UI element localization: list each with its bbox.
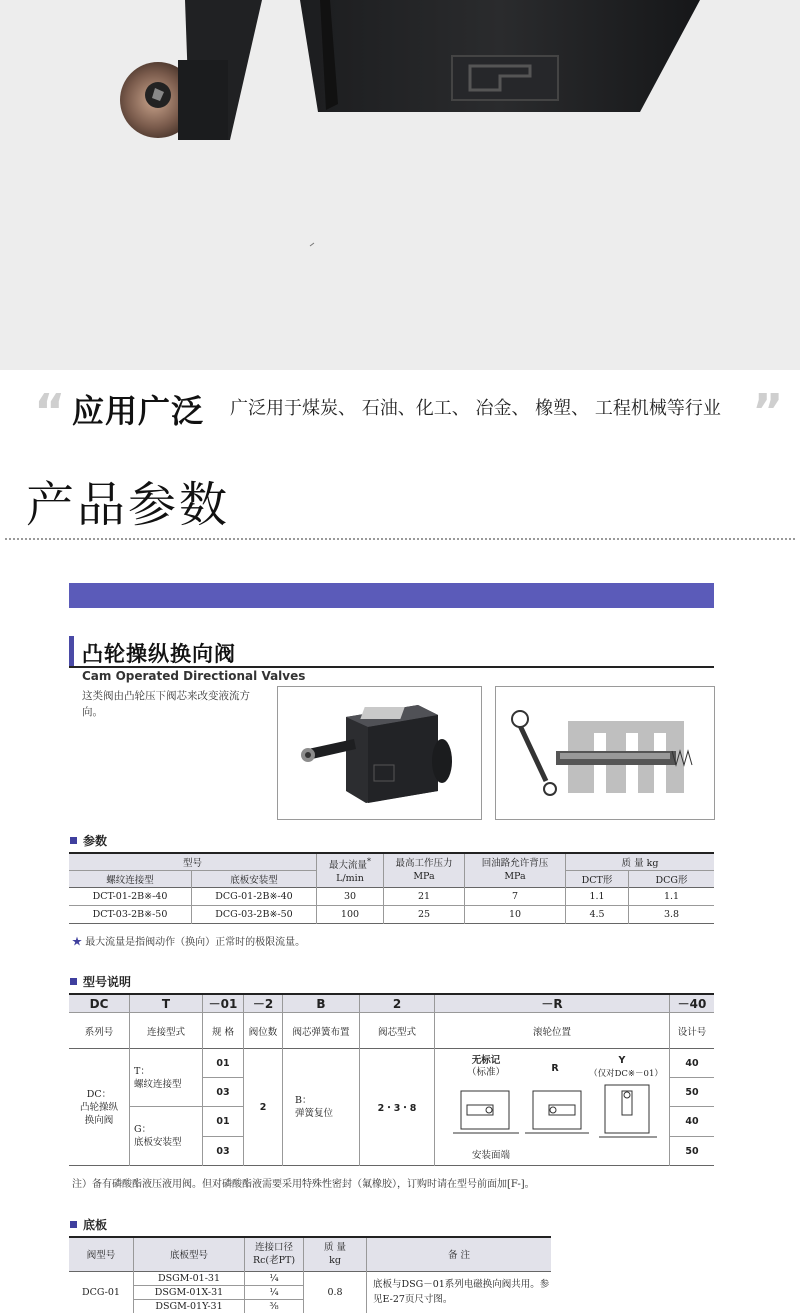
square-bullet-icon (70, 1221, 77, 1228)
roller-position-diagram: 无标记 （标准） R Y （仅对DC※－01） 安装面端 (435, 1049, 669, 1165)
application-banner (0, 370, 800, 445)
base-plate-heading: 底板 (70, 1216, 107, 1233)
table-row: DCT-03-2B※-50 DCG-03-2B※-50 100 25 10 4.5 3.8 (69, 905, 714, 923)
table-row: DCT-01-2B※-40 DCG-01-2B※-40 30 21 7 1.1 1.1 (69, 887, 714, 905)
doc-title: 凸轮操纵换向阀 (82, 642, 236, 666)
params-note: ★ 最大流量是指阀动作（换向）正常时的极限流量。 (72, 937, 306, 948)
valve-photo (277, 686, 482, 820)
title-accent-bar (69, 636, 74, 666)
close-quote-icon: ” (752, 384, 784, 440)
model-code-heading: 型号说明 (70, 973, 131, 990)
params-heading: 参数 (70, 832, 107, 849)
dotted-divider (5, 538, 795, 540)
model-code-table: DC T －01 －2 B 2 －R －40 系列号 连接型式 规 格 阀位数 阀芯弹簧布置 阀芯型式 滚轮位置 设计号 DC： 凸轮操纵 换向阀 T： 螺纹连接型 01 2 B： 弹簧复位 2・3・8 无标记 （标准） R Y （仅对DC※－01） 安装面端 40 03 50 G： 底板安装型 01 40 03 50 (69, 993, 714, 1166)
product-photo (0, 0, 800, 370)
open-quote-icon: “ (34, 384, 66, 440)
base-plate-table: 阀型号 底板型号 连接口径 Rc(老PT) 质 量 kg 备 注 DCG-01 DSGM-01-31 ¼ 0.8 底板与DSG－01系列电磁换向阀共用。参见E-27页尺寸图。 DSGM-01X-31 ¼ DSGM-01Y-31 ⅜ (69, 1236, 551, 1313)
title-rule (69, 666, 714, 668)
banner-description: 广泛用于煤炭、 石油、化工、 冶金、 橡塑、 工程机械等行业 (230, 398, 721, 419)
banner-title: 应用广泛 (72, 392, 205, 430)
model-code-note: 注）备有磷酸酯液压液用阀。但对磷酸酯液需要采用特殊性密封（氟橡胶），订购时请在型号前面加[F-]。 (72, 1179, 535, 1190)
square-bullet-icon (70, 978, 77, 985)
square-bullet-icon (70, 837, 77, 844)
doc-subtitle: Cam Operated Directional Valves (82, 669, 306, 683)
valve-section-drawing (495, 686, 715, 820)
doc-header-bar (69, 583, 714, 608)
params-table: 型号 最大流量* L/min 最高工作压力 MPa 回油路允许背压 MPa 质 量 kg 螺纹连接型 底板安装型 DCT形 DCG形 DCT-01-2B※-40 DCG-01-2B※-40 30 21 7 1.1 1.1 DCT-03-2B※-50 DCG-03-2B※-50 100 25 10 4.5 3.8 (69, 852, 714, 924)
section-title: 产品参数 (26, 477, 231, 533)
doc-description: 这类阀由凸轮压下阀芯来改变液流方向。 (82, 690, 250, 718)
